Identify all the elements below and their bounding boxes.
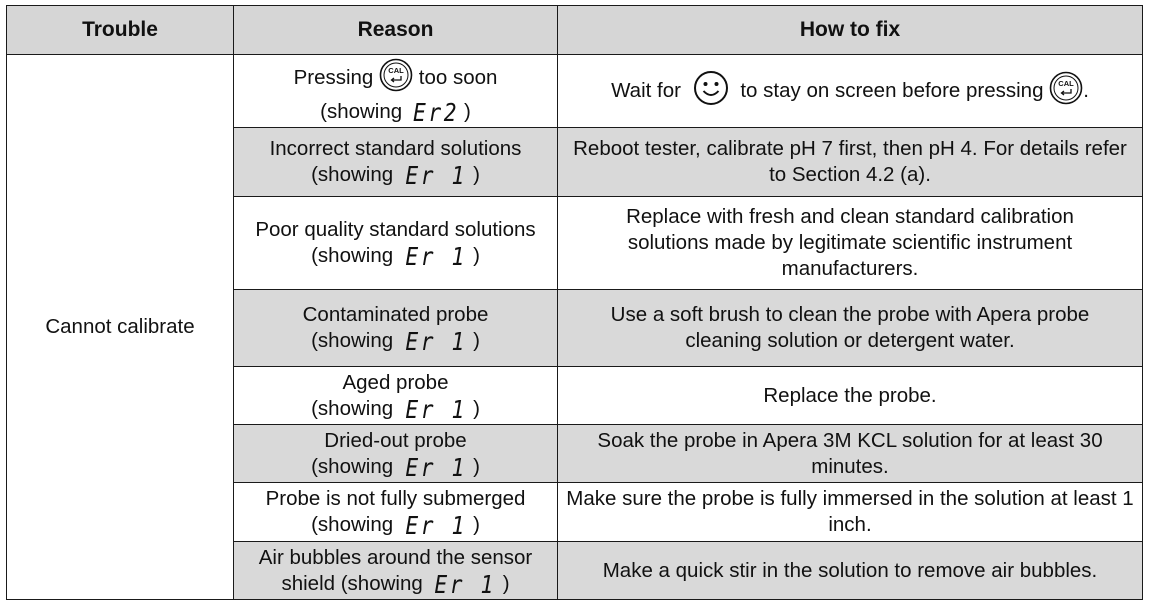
error-code: Er 1 xyxy=(405,452,467,482)
header-fix: How to fix xyxy=(558,6,1143,55)
svg-text:CAL: CAL xyxy=(1058,78,1074,88)
error-code: Er 1 xyxy=(434,569,497,599)
fix-text: . xyxy=(1083,78,1089,102)
header-reason: Reason xyxy=(234,6,558,55)
error-code: Er 1 xyxy=(405,161,467,190)
reason-cell xyxy=(234,55,558,128)
fix-cell: Use a soft brush to clean the probe with Apera probe cleaning solution or detergent water. xyxy=(558,290,1143,367)
header-trouble: Trouble xyxy=(7,6,234,55)
troubleshooting-table xyxy=(6,5,1143,600)
reason-text: ) xyxy=(473,329,480,352)
reason-text: (showing xyxy=(311,163,394,186)
fix-cell: Reboot tester, calibrate pH 7 first, then pH 4. For details refer to Section 4.2 (a). xyxy=(558,128,1143,197)
reason-cell xyxy=(234,483,558,542)
fix-text: Wait for xyxy=(611,78,681,102)
reason-cell xyxy=(234,290,558,367)
reason-text: ) xyxy=(473,163,480,186)
error-code: Er 1 xyxy=(405,394,467,424)
reason-text: (showing xyxy=(340,571,423,595)
reason-text: (showing xyxy=(311,454,394,478)
reason-text: Aged probe xyxy=(342,370,449,394)
reason-text: too soon xyxy=(418,65,498,89)
reason-cell xyxy=(234,367,558,425)
error-code: Er 1 xyxy=(405,511,467,540)
reason-text: ) xyxy=(502,571,510,595)
reason-text: Probe is not fully submerged xyxy=(265,487,526,510)
fix-cell: Replace the probe. xyxy=(558,367,1143,425)
svg-text:CAL: CAL xyxy=(388,65,404,75)
smiley-face-icon xyxy=(693,70,729,113)
cal-enter-button-icon xyxy=(379,58,413,99)
table-row xyxy=(7,55,1143,128)
error-code: Er2 xyxy=(412,97,459,127)
fix-cell: Replace with fresh and clean standard calibration solutions made by legitimate scientific instrument manufacturers. xyxy=(558,197,1143,290)
fix-cell: Make sure the probe is fully immersed in the solution at least 1 inch. xyxy=(558,483,1143,542)
fix-cell: Make a quick stir in the solution to remove air bubbles. xyxy=(558,542,1143,600)
reason-text: Pressing xyxy=(293,65,374,89)
header-row xyxy=(7,6,1143,55)
reason-cell xyxy=(234,197,558,290)
reason-text: (showing xyxy=(311,396,394,420)
reason-text: Air bubbles around the sensor shield xyxy=(258,545,533,595)
reason-cell xyxy=(234,128,558,197)
fix-cell: Soak the probe in Apera 3M KCL solution for at least 30 minutes. xyxy=(558,425,1143,483)
reason-text: ) xyxy=(473,513,480,536)
reason-text: ) xyxy=(464,99,471,123)
reason-text: (showing xyxy=(311,329,394,352)
reason-text: Dried-out probe xyxy=(324,428,467,452)
reason-text: Poor quality standard solutions xyxy=(255,218,536,241)
reason-text: ) xyxy=(473,396,480,420)
reason-text: (showing xyxy=(311,244,394,267)
reason-text: ) xyxy=(473,244,480,267)
reason-text: Contaminated probe xyxy=(302,303,489,326)
reason-cell xyxy=(234,425,558,483)
reason-text: ) xyxy=(473,454,480,478)
reason-text: (showing xyxy=(311,513,394,536)
error-code: Er 1 xyxy=(405,242,467,271)
cal-enter-button-icon xyxy=(1049,71,1083,112)
trouble-cell: Cannot calibrate xyxy=(7,55,234,600)
reason-cell xyxy=(234,542,558,600)
fix-cell xyxy=(558,55,1143,128)
reason-text: Incorrect standard solutions xyxy=(269,137,522,160)
error-code: Er 1 xyxy=(405,327,467,356)
fix-text: to stay on screen before pressing xyxy=(740,78,1044,102)
reason-text: (showing xyxy=(320,99,403,123)
